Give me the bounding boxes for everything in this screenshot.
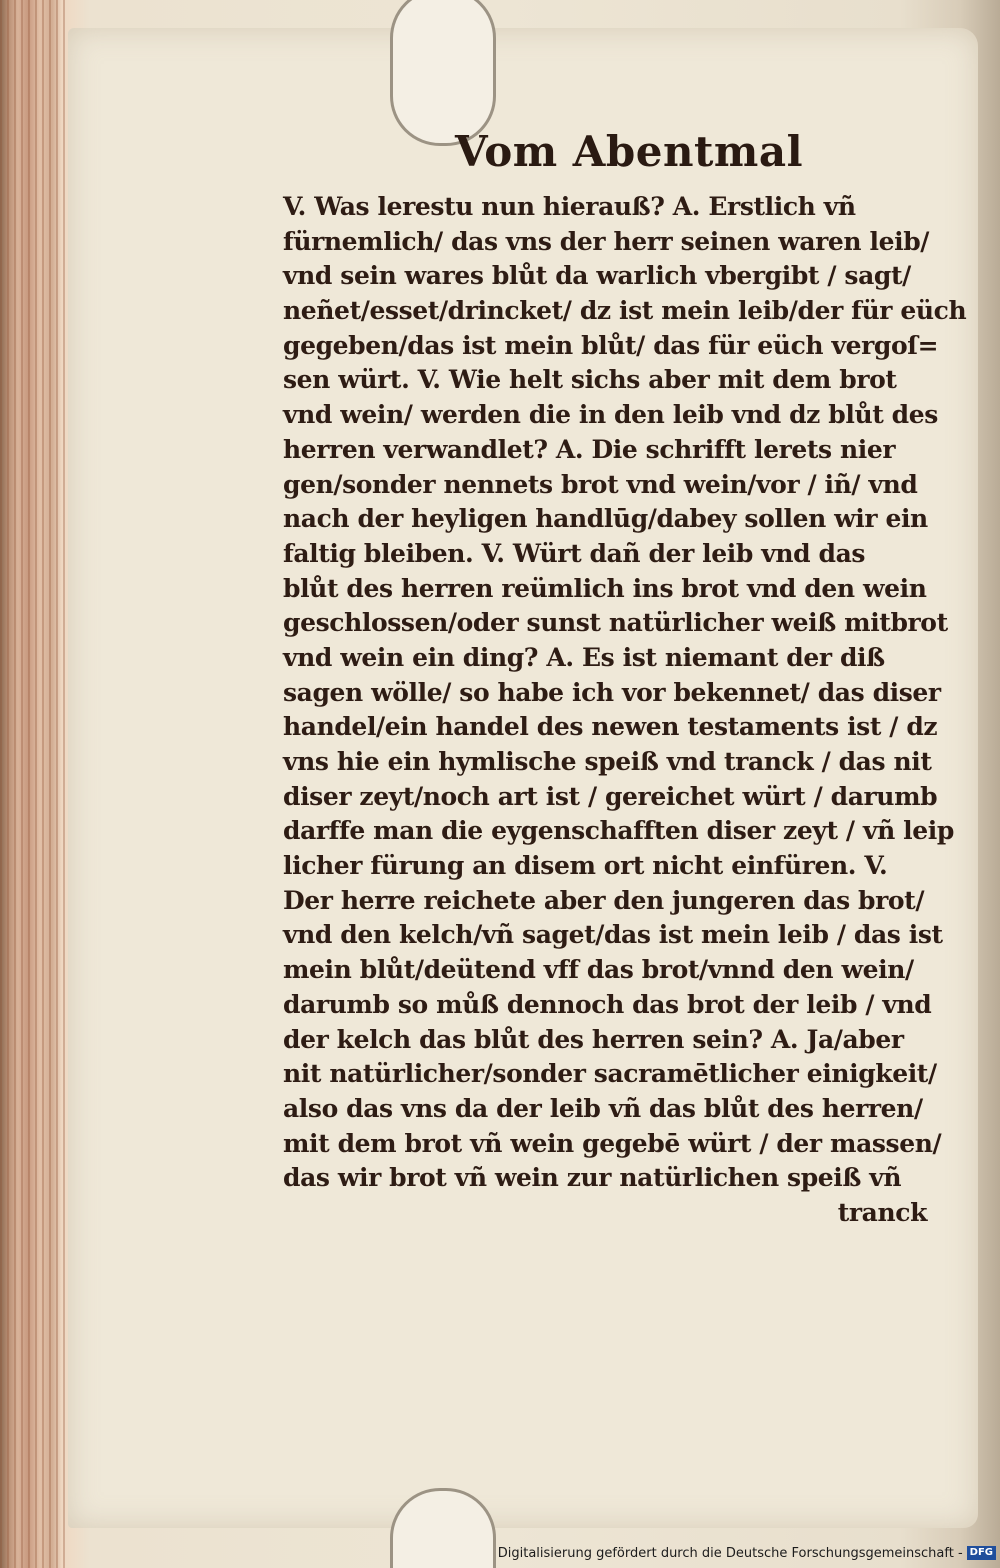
text-line: V. Was lerestu nun hierauß? A. Erstlich vñ [283, 192, 856, 221]
text-line: diser zeyt/noch art ist / gereichet würt / darumb [283, 781, 938, 811]
text-line: herren verwandlet? A. Die schrifft lerets nier [283, 434, 896, 464]
text-line: faltig bleiben. V. Würt dañ der leib vnd das [283, 538, 866, 568]
text-line: das wir brot vñ wein zur natürlichen speiß vñ [283, 1163, 902, 1193]
running-head: Vom Abentmal [455, 127, 804, 176]
text-line: handel/ein handel des newen testaments ist / dz [283, 712, 938, 742]
text-line: nach der heyligen handlūg/dabey sollen wir ein [283, 504, 928, 534]
text-line: Der herre reichete aber den jungeren das brot/ [283, 885, 925, 915]
text-line: blůt des herren reümlich ins brot vnd den wein [283, 573, 927, 603]
catchword: tranck [837, 1197, 927, 1227]
text-line: gen/sonder nennets brot vnd wein/vor / iñ/ vnd [283, 469, 918, 499]
text-line: der kelch das blůt des herren sein? A. Ja/aber [283, 1024, 904, 1054]
body-text [283, 190, 967, 1231]
text-line: neñet/esset/drincket/ dz ist mein leib/der für eüch [283, 296, 967, 326]
text-line: fürnemlich/ das vns der herr seinen waren leib/ [283, 226, 930, 256]
bottom-page-clip [390, 1488, 496, 1568]
text-line: licher fürung an disem ort nicht einfüren. V. [283, 851, 888, 881]
text-line: vnd wein ein ding? A. Es ist niemant der diß [283, 642, 885, 672]
text-line: vns hie ein hymlische speiß vnd tranck / das nit [283, 747, 932, 776]
text-line: vnd sein wares blůt da warlich vbergibt / sagt/ [283, 261, 911, 291]
text-line: vnd den kelch/vñ saget/das ist mein leib / das ist [283, 920, 943, 950]
text-line: mit dem brot vñ wein gegebē würt / der massen/ [283, 1128, 942, 1158]
text-line: mein blůt/deütend vff das brot/vnnd den wein/ [283, 955, 914, 985]
text-line: nit natürlicher/sonder sacramētlicher einigkeit/ [283, 1059, 937, 1089]
dfg-logo: DFG [967, 1546, 996, 1560]
text-line: sagen wölle/ so habe ich vor bekennet/ das diser [283, 677, 941, 707]
text-line: geschlossen/oder sunst natürlicher weiß mitbrot [283, 608, 948, 638]
credit-text: Digitalisierung gefördert durch die Deutsche Forschungsgemeinschaft - [497, 1545, 963, 1561]
text-line: sen würt. V. Wie helt sichs aber mit dem brot [283, 365, 897, 395]
text-line: gegeben/das ist mein blůt/ das für eüch vergoſ= [283, 330, 939, 360]
text-line: darumb so můß dennoch das brot der leib / vnd [283, 989, 932, 1019]
digitization-credit [498, 1542, 996, 1564]
text-line: darffe man die eygenschafften diser zeyt / vñ leip [283, 816, 954, 846]
text-line: also das vns da der leib vñ das blůt des herren/ [283, 1093, 923, 1123]
text-line: vnd wein/ werden die in den leib vnd dz blůt des [283, 400, 938, 430]
book-page-edges [0, 0, 70, 1568]
